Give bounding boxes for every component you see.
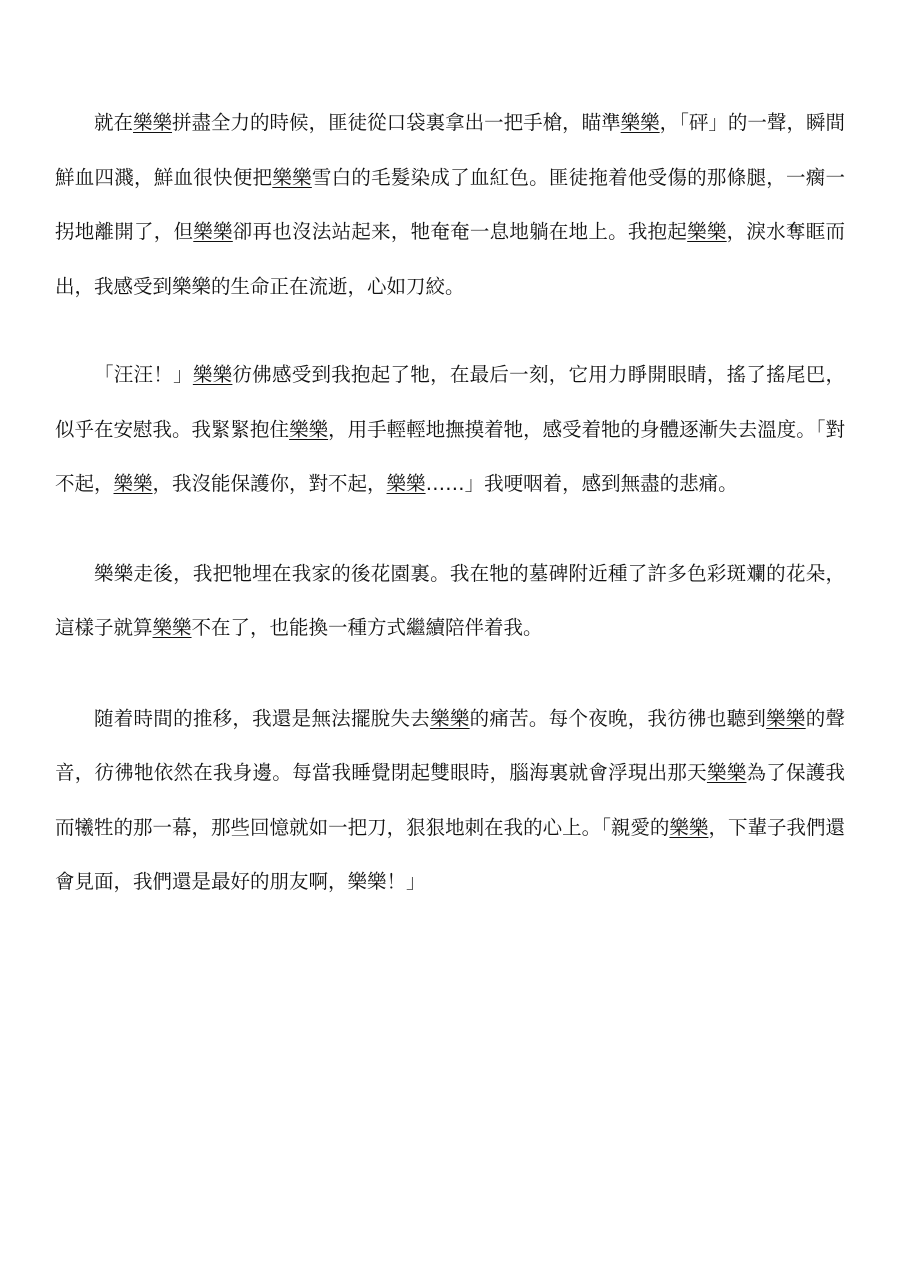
- paragraph-2: [55, 348, 845, 512]
- text-run: 雪白的毛髮染成了血紅色。匪徒拖着他受傷的那條腿，一瘸一拐地離開了，但: [55, 165, 845, 243]
- document-body: [55, 96, 845, 944]
- text-run: 為了保護我而犧牲的那一幕，那些回憶就如一把刀，狠狠地刺在我的心上。「親愛的: [55, 761, 845, 839]
- underlined-name: 樂樂: [386, 472, 426, 495]
- paragraph-1: [55, 96, 845, 314]
- text-run: 就在: [94, 111, 134, 134]
- underlined-name: 樂樂: [193, 220, 233, 243]
- text-run: ，「砰」的一聲，瞬間鮮血四濺，鮮血很快便把: [55, 111, 845, 189]
- underlined-name: 樂樂: [669, 815, 709, 839]
- text-run: 卻再也沒法站起来，牠奄奄一息地躺在地上。我抱起: [232, 220, 688, 243]
- text-run: 「汪汪！」: [94, 363, 193, 386]
- underlined-name: 樂樂: [706, 761, 747, 784]
- text-run: ，淚水奪眶而出，我感受到樂樂的生命正在流逝，心如刀絞。: [55, 220, 845, 298]
- text-run: 樂樂走後，我把牠埋在我家的後花園裏。我在牠的墓碑附近種了許多色彩斑斕的花朵，這樣子就算: [55, 561, 845, 639]
- text-run: 彷佛感受到我抱起了牠，在最后一刻，它用力睜開眼睛，搖了搖尾巴，似乎在安慰我。我緊緊抱住: [55, 363, 845, 441]
- underlined-name: 樂樂: [430, 706, 470, 730]
- underlined-name: 樂樂: [192, 363, 233, 386]
- underlined-name: 樂樂: [687, 220, 727, 243]
- text-run: ，用手輕輕地撫摸着牠，感受着牠的身體逐漸失去溫度。「對不起，: [55, 417, 845, 495]
- paragraph-4: [55, 692, 845, 910]
- underlined-name: 樂樂: [620, 111, 660, 134]
- underlined-name: 樂樂: [289, 417, 329, 441]
- underlined-name: 樂樂: [133, 111, 173, 134]
- underlined-name: 樂樂: [766, 706, 806, 730]
- text-run: ……」我哽咽着，感到無盡的悲痛。: [425, 472, 738, 495]
- text-run: ，下輩子我們還會見面，我們還是最好的朋友啊，樂樂！」: [55, 815, 845, 893]
- underlined-name: 樂樂: [113, 472, 153, 495]
- paragraph-3: [55, 547, 845, 656]
- text-run: 不在了，也能換一種方式繼續陪伴着我。: [191, 616, 543, 639]
- text-run: 拼盡全力的時候，匪徒從口袋裏拿出一把手槍，瞄準: [172, 111, 621, 134]
- underlined-name: 樂樂: [272, 165, 312, 189]
- underlined-name: 樂樂: [152, 616, 192, 639]
- text-run: ，我沒能保護你，對不起，: [152, 472, 387, 495]
- text-run: 的聲音，彷彿牠依然在我身邊。每當我睡覺閉起雙眼時，腦海裏就會浮現出那天: [55, 706, 845, 784]
- text-run: 的痛苦。每个夜晚，我彷彿也聽到: [469, 706, 767, 730]
- text-run: 随着時間的推移，我還是無法擺脫失去: [94, 706, 431, 730]
